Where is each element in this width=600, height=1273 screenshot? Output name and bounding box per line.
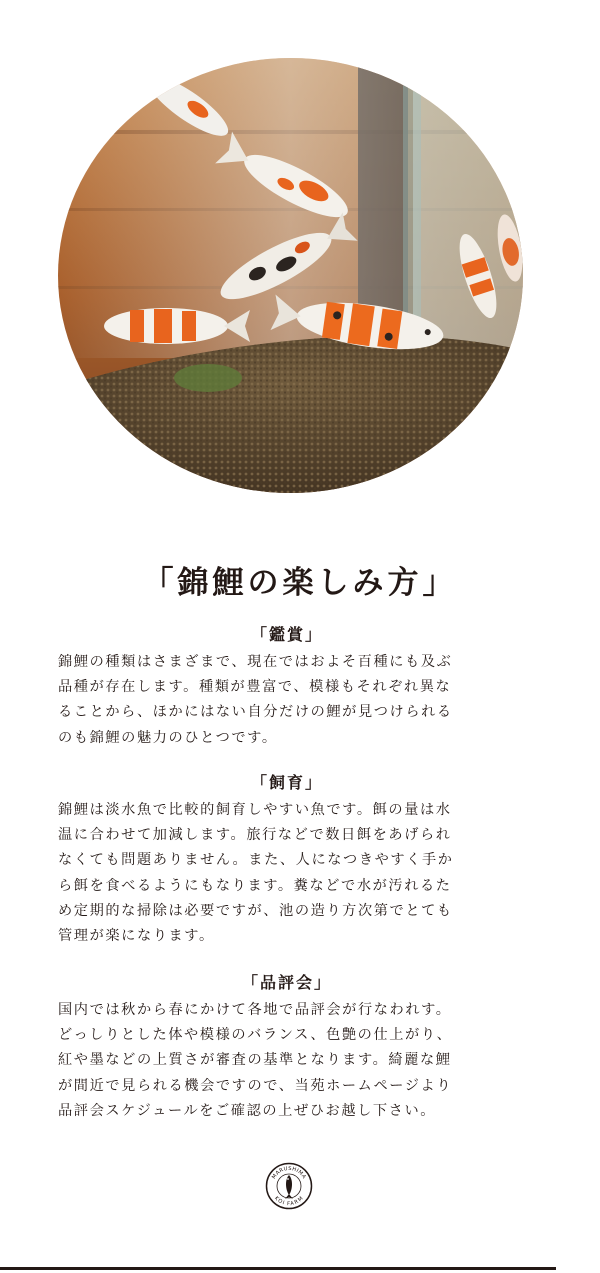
emblem-text-bottom: KOI FARM xyxy=(273,1195,305,1208)
body-line: め定期的な掃除は必要ですが、池の造り方次第でとても xyxy=(58,902,453,919)
body-line: 紅や墨などの上質さが審査の基準となります。綺麗な鯉 xyxy=(58,1052,452,1069)
body-line: 管理が楽になります。 xyxy=(58,928,215,945)
section-body xyxy=(58,998,516,1124)
section-body xyxy=(58,650,516,751)
section-hinpyokai xyxy=(58,972,516,1124)
body-line: なくても問題ありません。また、人になつきやすく手か xyxy=(58,852,454,869)
body-line: どっしりとした体や模様のバランス、色艶の仕上がり、 xyxy=(58,1027,453,1044)
body-line: 錦鯉は淡水魚で比較的飼育しやすい魚です。餌の量は水 xyxy=(58,802,452,818)
body-line: 品種が存在します。種類が豊富で、模様もそれぞれ異な xyxy=(58,679,452,696)
body-line: ら餌を食べるようにもなります。糞などで水が汚れるた xyxy=(58,877,452,894)
section-heading: 「品評会」 xyxy=(241,973,332,992)
body-line: のも錦鯉の魅力のひとつです。 xyxy=(58,729,278,746)
body-line: 錦鯉の種類はさまざまで、現在ではおよそ百種にも及ぶ xyxy=(58,654,453,670)
body-line: 温に合わせて加減します。旅行などで数日餌をあげられ xyxy=(58,827,452,844)
section-kansho xyxy=(58,624,516,751)
body-line: ることから、ほかにはない自分だけの鯉が見つけられる xyxy=(58,704,453,721)
bottom-divider xyxy=(0,1267,556,1270)
page-title: 「錦鯉の楽しみ方」 xyxy=(142,564,458,601)
section-body xyxy=(58,798,516,949)
emblem-text-top: MARUSHIMA xyxy=(271,1165,307,1181)
hero-koi-photo xyxy=(58,58,523,493)
body-line: 品評会スケジュールをご確認の上ぜひお越し下さい。 xyxy=(58,1102,437,1119)
body-line: 国内では秋から春にかけて各地で品評会が行なわれす。 xyxy=(58,1002,452,1018)
section-heading: 「鑑賞」 xyxy=(250,625,323,644)
koi-farm-seal-icon xyxy=(265,1162,313,1210)
section-heading: 「飼育」 xyxy=(250,773,323,792)
body-line: が間近で見られる機会ですので、当苑ホームページより xyxy=(58,1077,453,1094)
section-shiiku xyxy=(58,772,516,949)
